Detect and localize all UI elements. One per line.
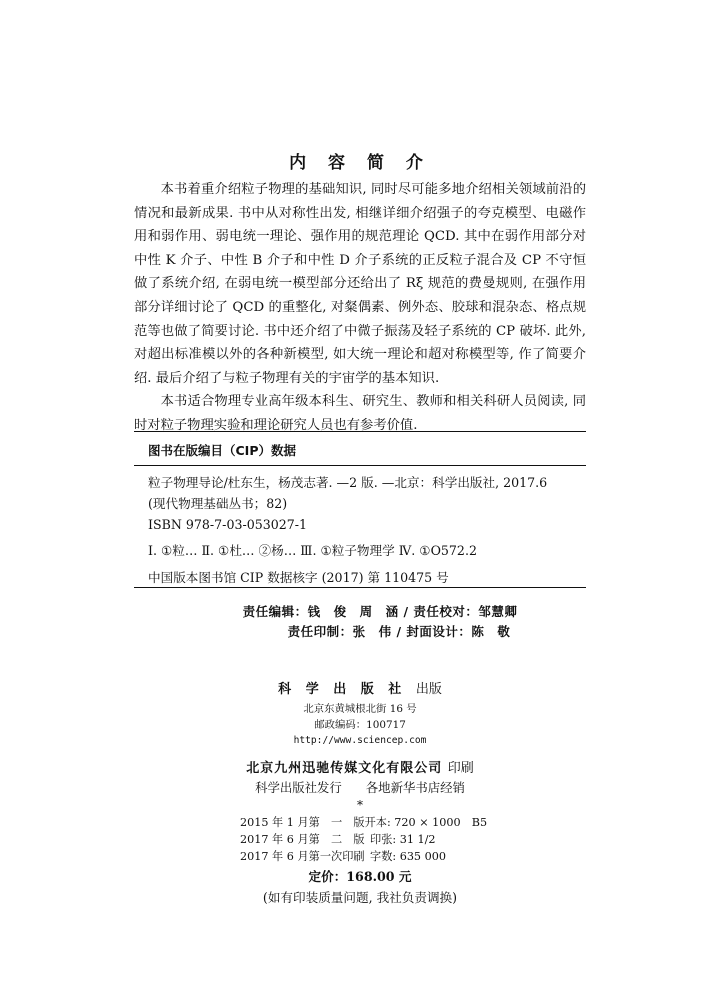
publisher-suffix: 出版 bbox=[415, 682, 442, 697]
distribution-left: 科学出版社发行 bbox=[255, 780, 342, 795]
intro-paragraph-1: 本书着重介绍粒子物理的基础知识, 同时尽可能多地介绍相关领域前沿的情况和最新成果. 书中从对称性出发, 相继详细介绍强子的夸克模型、电磁作用和弱作用、弱电统一理论、强作用的规范理论 QCD. 其中在弱作用部分对中性 K 介子、中性 B 介子和中性 D 介子系统的正反粒子混合及 CP 不守恒做了系统介绍, 在弱电统一模型部分还给出了 Rξ 规范的费曼规则, 在强作用部分详细讨论了 QCD 的重整化, 对粲偶素、例外态、胶球和混杂态、格点规范等也做了简要讨论. 书中还介绍了中微子振荡及轻子系统的 CP 破坏. 此外, 对超出标准模以外的各种新模型, 如大统一理论和超对称模型等, 作了简要介绍. 最后介绍了与粒子物理有关的宇宙学的基本知识. bbox=[134, 182, 586, 386]
editorial-credits bbox=[0, 602, 720, 642]
printer-line bbox=[0, 757, 720, 776]
publisher-address: 北京东黄城根北街 16 号 bbox=[303, 703, 417, 715]
printer-suffix: 印刷 bbox=[447, 761, 474, 776]
cip-library-record: 中国版本图书馆 CIP 数据核字 (2017) 第 110475 号 bbox=[148, 570, 449, 585]
edition-left: 2015 年 1 月第 一 版 bbox=[240, 816, 365, 829]
separator-star: * bbox=[357, 798, 363, 812]
publisher-name: 科 学 出 版 社 bbox=[278, 682, 407, 697]
cip-divider bbox=[134, 465, 586, 466]
edition-left: 2017 年 6 月第一次印刷 bbox=[240, 850, 365, 863]
editors-line-2: 责任印制：张 伟 / 封面设计：陈 敬 bbox=[287, 624, 511, 639]
publisher-line bbox=[0, 678, 720, 697]
edition-row bbox=[240, 814, 488, 831]
edition-left: 2017 年 6 月第 二 版 bbox=[240, 833, 365, 846]
intro-title: 内 容 简 介 bbox=[289, 153, 431, 173]
quality-note: (如有印装质量问题, 我社负责调换) bbox=[262, 890, 458, 905]
distribution-line bbox=[0, 778, 720, 796]
editors-line-1: 责任编辑：钱 俊 周 涵 / 责任校对：邹慧卿 bbox=[242, 604, 518, 619]
edition-right: 字数: 635 000 bbox=[370, 850, 446, 863]
edition-row bbox=[240, 831, 480, 848]
cip-data-box bbox=[134, 431, 586, 588]
intro-abstract bbox=[134, 178, 586, 438]
edition-right: 印张: 31 1/2 bbox=[370, 833, 436, 846]
cip-isbn: ISBN 978-7-03-053027-1 bbox=[148, 517, 308, 532]
distribution-right: 各地新华书店经销 bbox=[365, 780, 465, 795]
cip-heading: 图书在版编目（CIP）数据 bbox=[148, 443, 296, 458]
edition-right: 开本: 720 × 1000 B5 bbox=[364, 816, 488, 829]
imprint-block bbox=[0, 678, 720, 906]
price: 定价：168.00 元 bbox=[308, 869, 412, 884]
edition-table bbox=[240, 814, 488, 865]
publisher-website: http://www.sciencep.com bbox=[293, 735, 427, 746]
printer-name: 北京九州迅驰传媒文化有限公司 bbox=[246, 761, 443, 776]
cip-line-series: (现代物理基础丛书；82) bbox=[148, 496, 288, 511]
cip-line-title: 粒子物理导论/杜东生，杨茂志著. —2 版. —北京：科学出版社, 2017.6 bbox=[148, 475, 548, 490]
edition-row bbox=[240, 848, 480, 865]
cip-classification: Ⅰ. ①粒… Ⅱ. ①杜… ②杨… Ⅲ. ①粒子物理学 Ⅳ. ①O572.2 bbox=[148, 543, 477, 558]
publisher-postcode: 邮政编码：100717 bbox=[314, 719, 406, 731]
intro-paragraph-2: 本书适合物理专业高年级本科生、研究生、教师和相关科研人员阅读, 同时对粒子物理实验和理论研究人员也有参考价值. bbox=[134, 394, 586, 433]
cip-body bbox=[148, 472, 578, 588]
